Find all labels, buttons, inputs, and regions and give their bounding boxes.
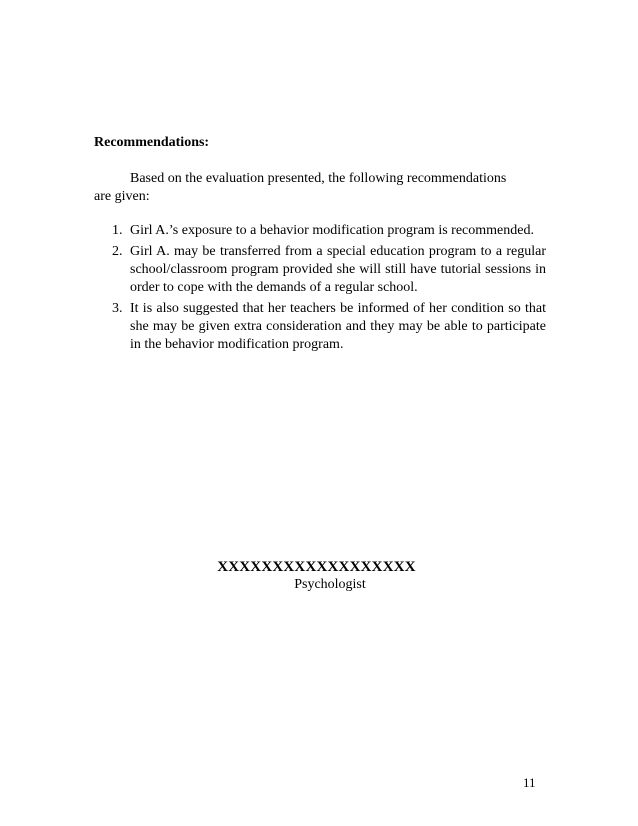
signature-block <box>0 558 638 594</box>
list-item-number: 3. <box>112 301 123 316</box>
signature-name: XXXXXXXXXXXXXXXXXX <box>217 559 416 575</box>
recommendations-list <box>94 222 546 357</box>
intro-line-2: are given: <box>94 189 150 204</box>
intro-line-1: Based on the evaluation presented, the following recommendations <box>130 171 507 186</box>
intro-paragraph <box>94 170 530 206</box>
signature-title: Psychologist <box>294 577 366 592</box>
list-item-text: Girl A.’s exposure to a behavior modification program is recommended. <box>130 223 534 238</box>
list-item <box>94 243 546 297</box>
list-item-number: 2. <box>112 244 123 259</box>
list-item-text: Girl A. may be transferred from a special education program to a regular school/classroom program provided she will still have tutorial sessions in order to cope with the demands of a regular school. <box>130 244 546 295</box>
list-item <box>94 222 546 240</box>
list-item <box>94 300 546 354</box>
list-item-number: 1. <box>112 223 123 238</box>
section-heading: Recommendations: <box>94 135 210 150</box>
page-number: 11 <box>523 775 536 790</box>
list-item-text: It is also suggested that her teachers be informed of her condition so that she may be given extra consideration and they may be able to participate in the behavior modification program. <box>130 301 546 352</box>
